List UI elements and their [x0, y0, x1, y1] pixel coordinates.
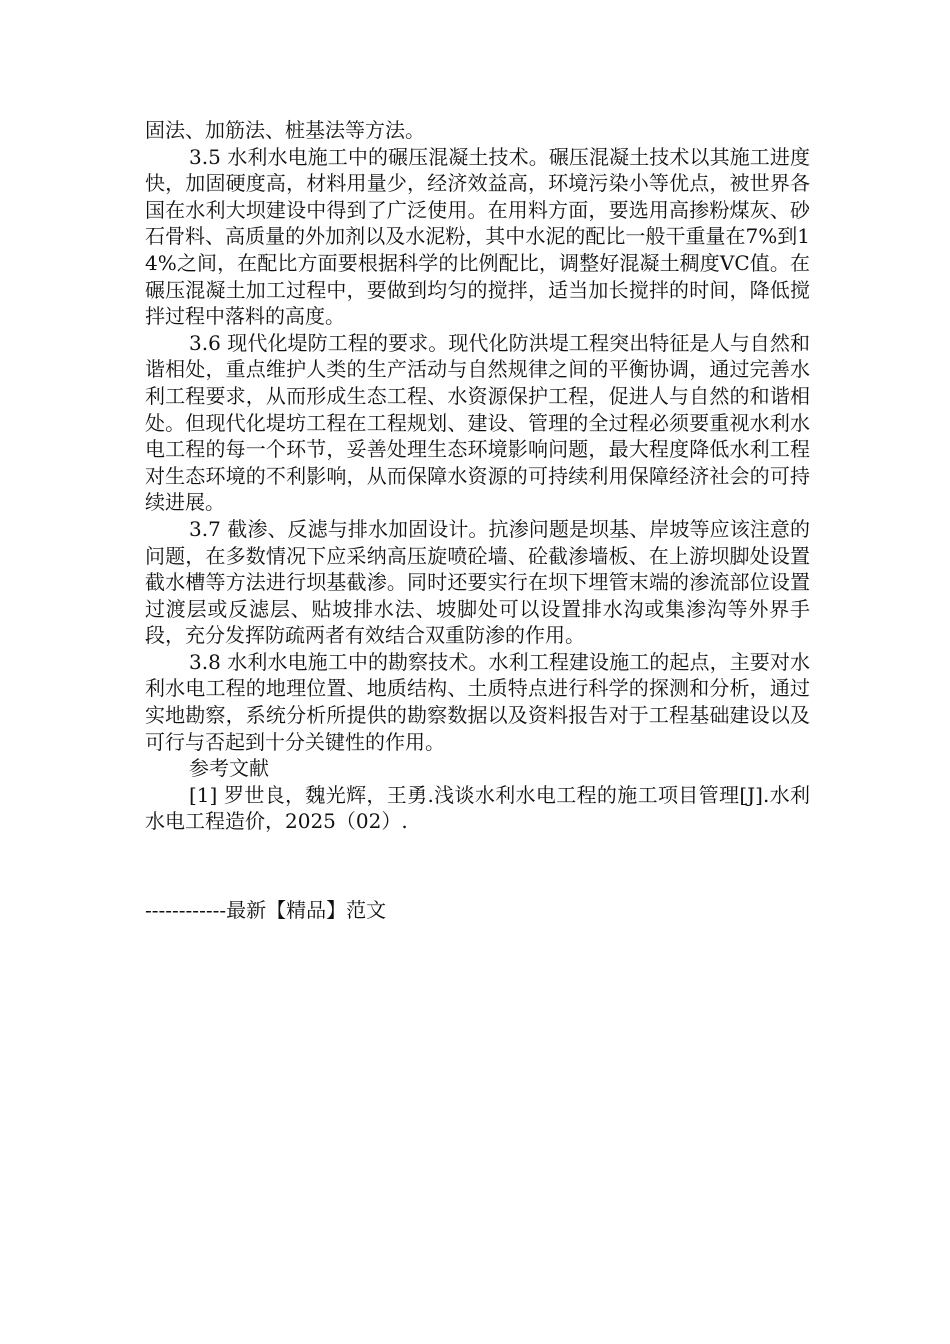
- reference-item: [1] 罗世良，魏光辉，王勇.浅谈水利水电工程的施工项目管理[J].水利水电工程造价，2025（02）.: [145, 782, 810, 834]
- section-3-7-paragraph: 3.7 截渗、反滤与排水加固设计。抗渗问题是坝基、岸坡等应该注意的问题，在多数情况下应采纳高压旋喷砼墙、砼截渗墙板、在上游坝脚处设置截水槽等方法进行坝基截渗。同时还要实行在坝下埋管末端的渗流部位设置过渡层或反滤层、贴坡排水法、坡脚处可以设置排水沟或集渗沟等外界手段，充分发挥防疏两者有效结合双重防渗的作用。: [145, 516, 810, 648]
- references-heading: 参考文献: [189, 756, 269, 781]
- section-3-5-paragraph: 3.5 水利水电施工中的碾压混凝土技术。碾压混凝土技术以其施工进度快，加固硬度高，材料用量少，经济效益高，环境污染小等优点，被世界各国在水利大坝建设中得到了广泛使用。在用料方面，要选用高掺粉煤灰、砂石骨料、高质量的外加剂以及水泥粉，其中水泥的配比一般干重量在7%到14%之间，在配比方面要根据科学的比例配比，调整好混凝土稠度VC值。在碾压混凝土加工过程中，要做到均匀的搅拌，适当加长搅拌的时间，降低搅拌过程中落料的高度。: [145, 144, 810, 329]
- section-3-6-paragraph: 3.6 现代化堤防工程的要求。现代化防洪堤工程突出特征是人与自然和谐相处，重点维护人类的生产活动与自然规律之间的平衡协调，通过完善水利工程要求，从而形成生态工程、水资源保护工程，促进人与自然的和谐相处。但现代化堤坊工程在工程规划、建设、管理的全过程必须要重视水利水电工程的每一个环节，妥善处理生态环境影响问题，最大程度降低水利工程对生态环境的不利影响，从而保障水资源的可持续利用保障经济社会的可持续进展。: [145, 330, 810, 515]
- continuation-paragraph: 固法、加筋法、桩基法等方法。: [145, 118, 425, 142]
- document-body: [145, 117, 810, 835]
- footer-text: ------------最新【精品】范文: [145, 898, 387, 922]
- section-3-8-paragraph: 3.8 水利水电施工中的勘察技术。水利工程建设施工的起点，主要对水利水电工程的地理位置、地质结构、土质特点进行科学的探测和分析，通过实地勘察，系统分析所提供的勘察数据以及资料报告对于工程基础建设以及可行与否起到十分关键性的作用。: [145, 649, 810, 754]
